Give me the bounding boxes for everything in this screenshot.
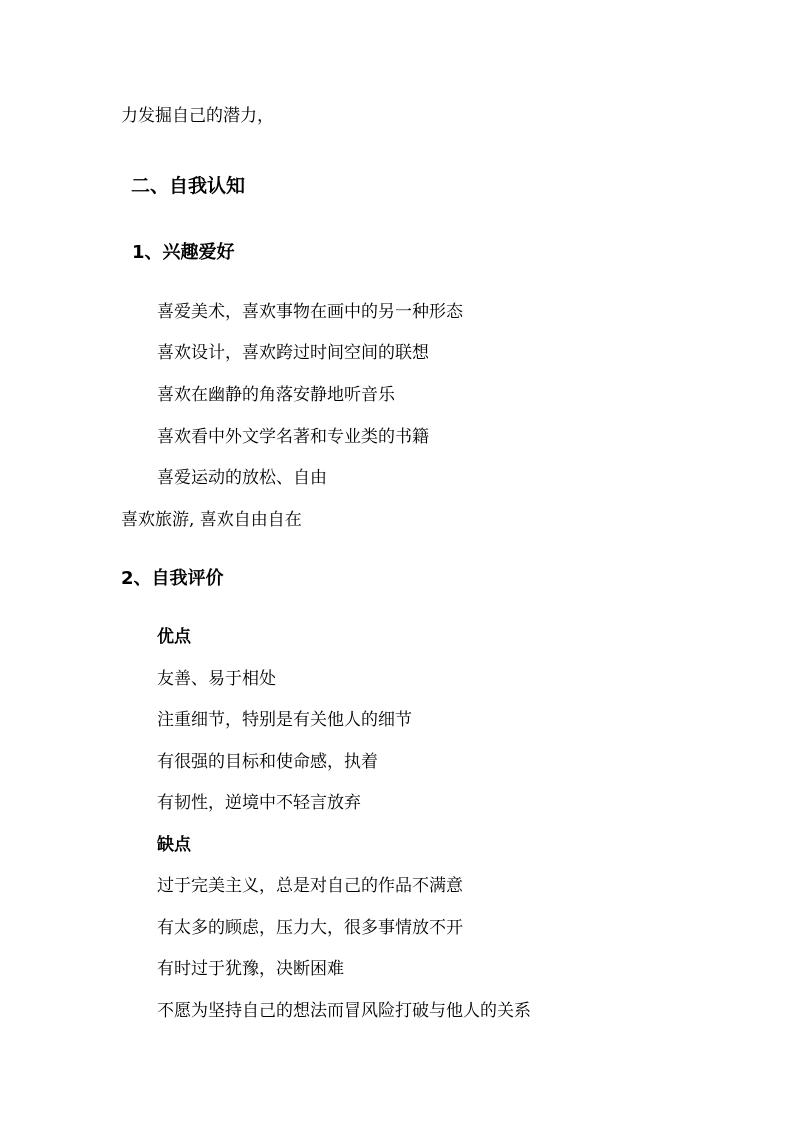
interest-item: 喜爱运动的放松、自由 [157, 468, 327, 488]
strength-item: 友善、易于相处 [157, 669, 276, 689]
interest-item: 喜欢设计，喜欢跨过时间空间的联想 [157, 343, 429, 363]
weakness-item: 有太多的顾虑，压力大，很多事情放不开 [157, 918, 463, 938]
strengths-heading: 优点 [157, 627, 191, 647]
weaknesses-heading: 缺点 [157, 835, 191, 855]
intro-line: 力发掘自己的潜力， [121, 106, 274, 126]
strength-item: 有韧性，逆境中不轻言放弃 [157, 793, 361, 813]
interest-item: 喜欢在幽静的角落安静地听音乐 [157, 385, 395, 405]
interest-item: 喜欢旅游, 喜欢自由自在 [121, 510, 302, 530]
section-heading-self-awareness: 二、自我认知 [131, 175, 246, 197]
weakness-item: 有时过于犹豫，决断困难 [157, 959, 344, 979]
subsection-heading-self-evaluation: 2、自我评价 [121, 568, 224, 589]
strength-item: 有很强的目标和使命感，执着 [157, 752, 378, 772]
weakness-item: 过于完美主义，总是对自己的作品不满意 [157, 876, 463, 896]
weakness-item: 不愿为坚持自己的想法而冒风险打破与他人的关系 [157, 1001, 531, 1021]
strength-item: 注重细节，特别是有关他人的细节 [157, 710, 412, 730]
interest-item: 喜欢看中外文学名著和专业类的书籍 [157, 427, 429, 447]
interest-item: 喜爱美术，喜欢事物在画中的另一种形态 [157, 302, 463, 322]
subsection-heading-interests: 1、兴趣爱好 [132, 242, 235, 263]
